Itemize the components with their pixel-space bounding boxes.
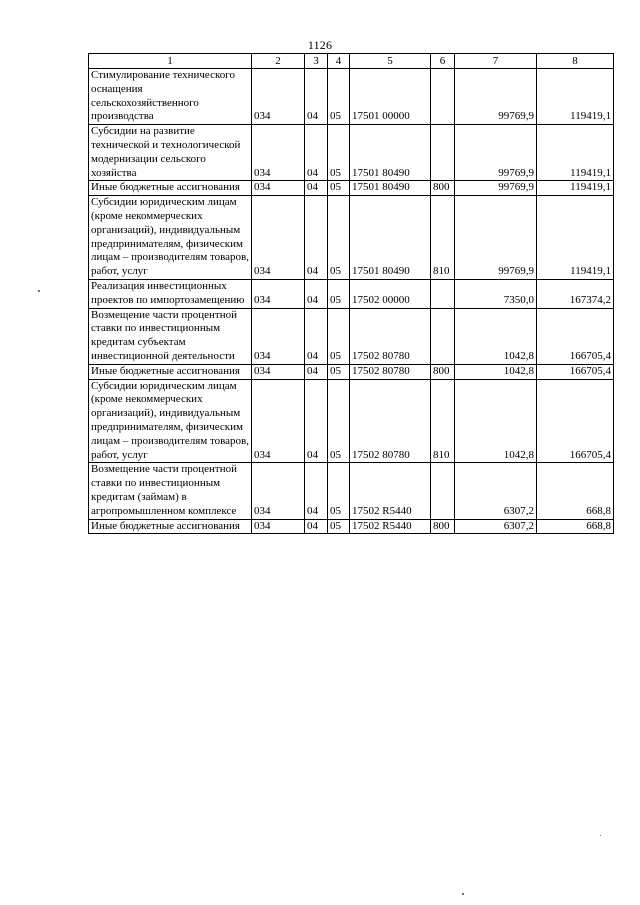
cell-col8: 167374,2 (537, 279, 614, 308)
cell-col3: 04 (305, 364, 328, 379)
budget-table (88, 53, 614, 534)
cell-col5: 17502 00000 (350, 279, 431, 308)
table-row (89, 308, 614, 364)
cell-col4: 05 (328, 69, 350, 125)
cell-col7: 7350,0 (455, 279, 537, 308)
cell-col8: 119419,1 (537, 181, 614, 196)
cell-col5: 17502 80780 (350, 379, 431, 463)
column-header: 4 (328, 54, 350, 69)
cell-col7: 99769,9 (455, 181, 537, 196)
row-name: Возмещение части процентной ставки по инвестиционным кредитам субъектам инвестиционной деятельности (89, 308, 252, 364)
scan-speck (38, 290, 40, 292)
row-name: Возмещение части процентной ставки по инвестиционным кредитам (займам) в агропромышленном комплексе (89, 463, 252, 519)
table-body (89, 69, 614, 534)
cell-col6 (431, 125, 455, 181)
cell-col3: 04 (305, 125, 328, 181)
cell-col4: 05 (328, 308, 350, 364)
cell-col6: 810 (431, 379, 455, 463)
cell-col2: 034 (252, 196, 305, 280)
column-header: 6 (431, 54, 455, 69)
column-header: 3 (305, 54, 328, 69)
cell-col3: 04 (305, 379, 328, 463)
cell-col4: 05 (328, 125, 350, 181)
cell-col5: 17502 80780 (350, 308, 431, 364)
cell-col8: 119419,1 (537, 196, 614, 280)
cell-col4: 05 (328, 379, 350, 463)
cell-col6 (431, 279, 455, 308)
cell-col4: 05 (328, 279, 350, 308)
cell-col2: 034 (252, 181, 305, 196)
cell-col2: 034 (252, 519, 305, 534)
header-row (89, 54, 614, 69)
table-row (89, 196, 614, 280)
cell-col8: 119419,1 (537, 125, 614, 181)
table-row (89, 463, 614, 519)
cell-col7: 1042,8 (455, 364, 537, 379)
cell-col7: 99769,9 (455, 69, 537, 125)
table-row (89, 181, 614, 196)
cell-col8: 119419,1 (537, 69, 614, 125)
table-row (89, 125, 614, 181)
cell-col4: 05 (328, 519, 350, 534)
row-name: Субсидии юридическим лицам (кроме некоммерческих организаций), индивидуальным предпринимателям, физическим лицам – производителям товаров, работ, услуг (89, 196, 252, 280)
column-header: 2 (252, 54, 305, 69)
cell-col3: 04 (305, 463, 328, 519)
row-name: Иные бюджетные ассигнования (89, 181, 252, 196)
cell-col6: 800 (431, 364, 455, 379)
table-row (89, 69, 614, 125)
cell-col5: 17501 80490 (350, 196, 431, 280)
cell-col3: 04 (305, 308, 328, 364)
row-name: Иные бюджетные ассигнования (89, 364, 252, 379)
cell-col7: 6307,2 (455, 463, 537, 519)
cell-col7: 1042,8 (455, 308, 537, 364)
cell-col8: 166705,4 (537, 308, 614, 364)
cell-col5: 17502 R5440 (350, 519, 431, 534)
cell-col2: 034 (252, 125, 305, 181)
cell-col3: 04 (305, 181, 328, 196)
cell-col2: 034 (252, 364, 305, 379)
cell-col2: 034 (252, 69, 305, 125)
cell-col6: 800 (431, 181, 455, 196)
scan-speck (600, 835, 601, 836)
cell-col4: 05 (328, 463, 350, 519)
row-name: Иные бюджетные ассигнования (89, 519, 252, 534)
cell-col6: 800 (431, 519, 455, 534)
cell-col8: 668,8 (537, 519, 614, 534)
cell-col7: 1042,8 (455, 379, 537, 463)
cell-col3: 04 (305, 279, 328, 308)
cell-col2: 034 (252, 379, 305, 463)
cell-col2: 034 (252, 308, 305, 364)
row-name: Субсидии юридическим лицам (кроме некоммерческих организаций), индивидуальным предпринимателям, физическим лицам – производителям товаров, работ, услуг (89, 379, 252, 463)
cell-col4: 05 (328, 364, 350, 379)
cell-col8: 166705,4 (537, 379, 614, 463)
page-number: 1126 (307, 38, 333, 52)
column-header: 8 (537, 54, 614, 69)
column-header: 1 (89, 54, 252, 69)
scan-speck (462, 893, 464, 895)
cell-col5: 17501 80490 (350, 181, 431, 196)
table-row (89, 279, 614, 308)
cell-col6 (431, 308, 455, 364)
cell-col5: 17502 R5440 (350, 463, 431, 519)
cell-col2: 034 (252, 463, 305, 519)
cell-col7: 6307,2 (455, 519, 537, 534)
row-name: Субсидии на развитие технической и технологической модернизации сельского хозяйства (89, 125, 252, 181)
cell-col3: 04 (305, 69, 328, 125)
table-row (89, 379, 614, 463)
cell-col4: 05 (328, 196, 350, 280)
cell-col2: 034 (252, 279, 305, 308)
cell-col6: 810 (431, 196, 455, 280)
table-row (89, 519, 614, 534)
row-name: Стимулирование технического оснащения сельскохозяйственного производства (89, 69, 252, 125)
cell-col5: 17502 80780 (350, 364, 431, 379)
cell-col3: 04 (305, 519, 328, 534)
cell-col4: 05 (328, 181, 350, 196)
cell-col7: 99769,9 (455, 125, 537, 181)
row-name: Реализация инвестиционных проектов по импортозамещению (89, 279, 252, 308)
cell-col7: 99769,9 (455, 196, 537, 280)
cell-col8: 668,8 (537, 463, 614, 519)
cell-col8: 166705,4 (537, 364, 614, 379)
cell-col3: 04 (305, 196, 328, 280)
cell-col5: 17501 80490 (350, 125, 431, 181)
column-header: 7 (455, 54, 537, 69)
cell-col6 (431, 463, 455, 519)
cell-col5: 17501 00000 (350, 69, 431, 125)
table-row (89, 364, 614, 379)
column-header: 5 (350, 54, 431, 69)
cell-col6 (431, 69, 455, 125)
